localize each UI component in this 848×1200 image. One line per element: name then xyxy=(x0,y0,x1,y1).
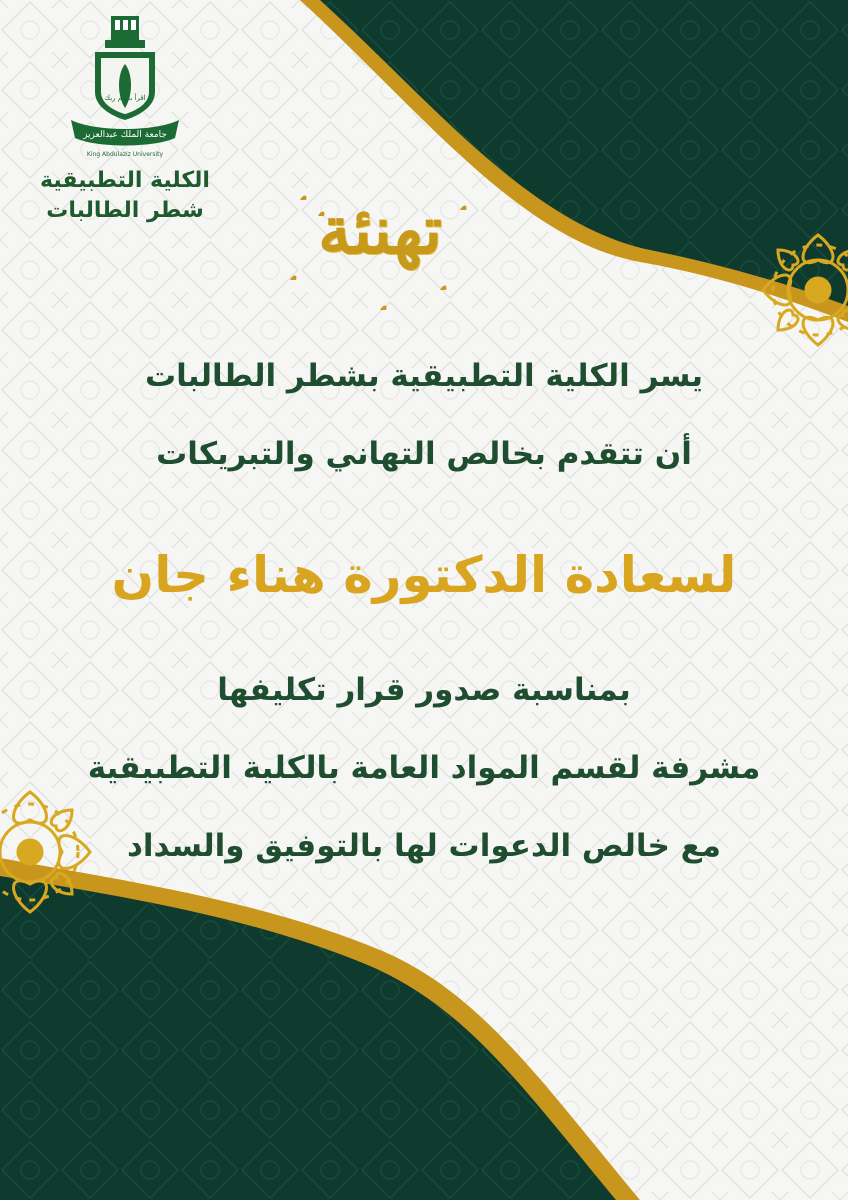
message-line-5: مع خالص الدعوات لها بالتوفيق والسداد xyxy=(127,828,721,864)
college-name: الكلية التطبيقية xyxy=(40,168,210,193)
message-line-2: أن تتقدم بخالص التهاني والتبريكات xyxy=(156,436,692,472)
logo-motto-text: اقرأ باسم ربك xyxy=(104,94,146,102)
recipient-name: لسعادة الدكتورة هناء جان xyxy=(111,546,737,604)
university-logo xyxy=(65,12,185,162)
message-line-1: يسر الكلية التطبيقية بشطر الطالبات xyxy=(144,358,704,394)
logo-university-ar-text: جامعة الملك عبدالعزيز xyxy=(83,130,167,140)
message-line-3: بمناسبة صدور قرار تكليفها xyxy=(217,672,631,708)
message-line-4: مشرفة لقسم المواد العامة بالكلية التطبيقية xyxy=(87,750,761,786)
greeting-title: تهنئة xyxy=(317,191,442,269)
section-name: شطر الطالبات xyxy=(46,198,204,223)
header-logo-block xyxy=(40,12,210,226)
logo-university-en-text: King Abdulaziz University xyxy=(86,151,164,158)
